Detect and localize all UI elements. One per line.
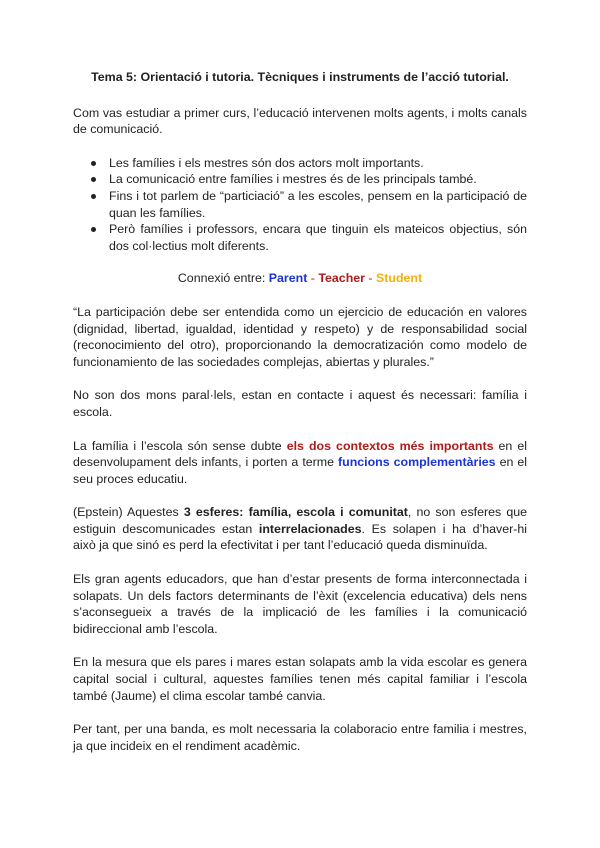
intro-paragraph: Com vas estudiar a primer curs, l’educació intervenen molts agents, i molts canals de comunicació. bbox=[73, 105, 527, 137]
tant-paragraph: Per tant, per una banda, es molt necessaria la colaboracio entre familia i mestres, ja que incideix en el rendiment acadèmic. bbox=[73, 722, 527, 753]
teacher-label: Teacher bbox=[318, 271, 365, 286]
parent-label: Parent bbox=[268, 271, 308, 286]
epstein-text: (Epstein) Aquestes bbox=[73, 505, 184, 520]
connexio-prefix: Connexió entre: bbox=[177, 271, 269, 286]
agents-paragraph: Els gran agents educadors, que han d’estar presents de forma interconnectada i solapats. Un dels factors determinants de l’èxit (excelencia educativa) dels nens s’aconsegueix a través de la implicació de les famílies i la comunicació bidireccional amb l’escola. bbox=[73, 572, 527, 636]
list-item: La comunicació entre famílies i mestres és de les principals també. bbox=[109, 171, 527, 188]
list-item: Fins i tot parlem de “particiació” a les escoles, pensem en la participació de quan les famílies. bbox=[109, 188, 527, 220]
epstein-text: , no son esferes que estiguin descomunicades estan bbox=[73, 505, 528, 536]
student-label: Student bbox=[376, 271, 423, 286]
mons-paragraph: No son dos mons paral·lels, estan en contacte i aquest és necessari: família i escola. bbox=[73, 388, 527, 419]
list-item: Però famílies i professors, encara que tinguin els mateicos objectius, són dos col·lectius molt diferents. bbox=[109, 222, 527, 253]
list-item: Les famílies i els mestres són dos actors molt importants. bbox=[109, 155, 527, 172]
contextos-text: La família i l’escola són sense dubte bbox=[73, 438, 287, 453]
pares-paragraph: En la mesura que els pares i mares estan solapats amb la vida escolar es genera capital social i cultural, aquestes famílies tenen més capital familiar i l’escola també (Jaume) el clima escolar també canvia. bbox=[73, 655, 527, 703]
bullet-list bbox=[73, 155, 527, 255]
esferes-bold: 3 esferes: família, escola i comunitat bbox=[183, 505, 408, 520]
connexio-line bbox=[73, 270, 527, 287]
contextos-text: en el desenvolupament dels infants, i porten a terme bbox=[73, 438, 528, 470]
contextos-paragraph bbox=[73, 438, 527, 488]
funcions-highlight: funcions complementàries bbox=[338, 455, 496, 470]
separator: - bbox=[364, 271, 376, 286]
epstein-text: . Es solapen i ha d’haver-hi això ja que sinó es perd la efectivitat i per tant l’educació queda disminuïda. bbox=[73, 521, 527, 553]
document-title: Tema 5: Orientació i tutoria. Tècniques i instruments de l’acció tutorial. bbox=[91, 70, 509, 84]
contextos-highlight: els dos contextos més importants bbox=[286, 438, 494, 453]
quote-paragraph: “La participación debe ser entendida como un ejercicio de educación en valores (dignidad, libertad, igualdad, identidad y respeto) y de responsabilidad social (reconocimiento del otro), proporcionando la democratización como modelo de funcionamiento de las sociedades complejas, abiertas y plurales.” bbox=[73, 304, 527, 369]
epstein-paragraph bbox=[73, 504, 527, 554]
contextos-text: en el seu proces educatiu. bbox=[73, 455, 528, 486]
separator: - bbox=[307, 271, 319, 286]
interrelacionades-bold: interrelacionades bbox=[258, 521, 362, 536]
